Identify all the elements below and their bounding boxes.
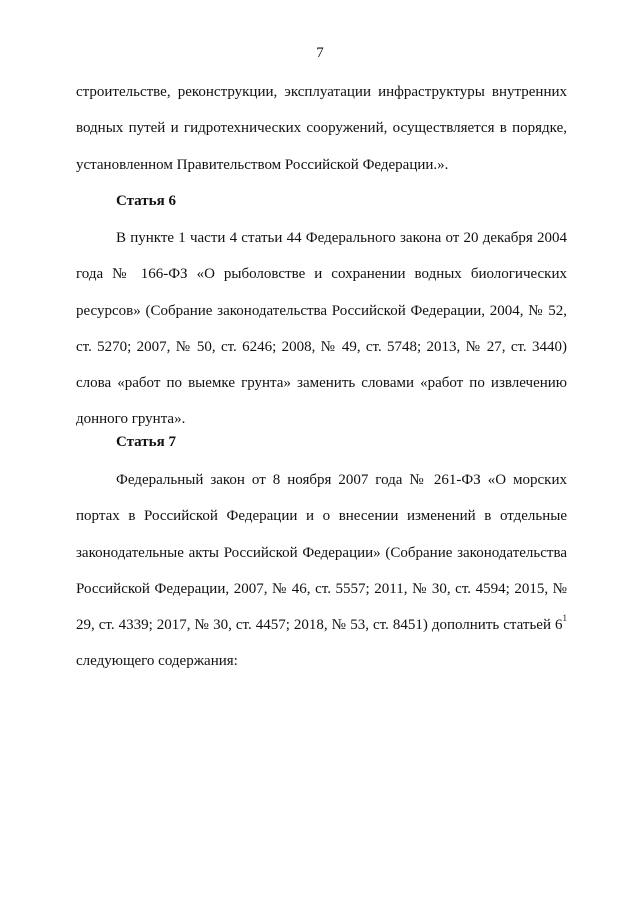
paragraph-text: В пункте 1 части 4 статьи 44 Федерального закона от 20 декабря 2004 года № 166-ФЗ «О рыболовстве и сохранении водных биологических ресурсов» (Собрание законодательства Российской Федерации, 2004, № 52, ст. 5270; 2007, № 50, ст. 6246; 2008, № 49, ст. 5748; 2013, № 27, ст. 3440) слова «работ по выемке грунта» заменить словами «работ по извлечению донного грунта». [76,230,567,428]
article-7-paragraph [76,462,567,680]
article-6-heading: Статья 6 [116,193,176,209]
article-6-heading-container [76,183,567,219]
superscript-article-number: 1 [562,613,567,624]
article-6-paragraph [76,220,567,438]
page-number: 7 [316,45,324,61]
article-7-heading: Статья 7 [116,434,176,450]
paragraph-main-text: Федеральный закон от 8 ноября 2007 года № 261-ФЗ «О морских портах в Российской Федерации и о внесении изменений в отдельные законодательные акты Российской Федерации» (Собрание законодательства Российской Федерации, 2007, № 46, ст. 5557; 2011, № 30, ст. 4594; 2015, № 29, ст. 4339; 2017, № 30, ст. 4457; 2018, № 53, ст. 8451) дополнить статьей 6 [76,472,567,634]
article-7-heading-container [76,424,567,460]
paragraph-continuation [76,74,567,183]
paragraph-text: строительстве, реконструкции, эксплуатации инфраструктуры внутренних водных путей и гидротехнических сооружений, осуществляется в порядке, установленном Правительством Российской Федерации.». [76,84,567,173]
paragraph-text [76,462,567,680]
paragraph-ending-text: следующего содержания: [76,653,238,670]
